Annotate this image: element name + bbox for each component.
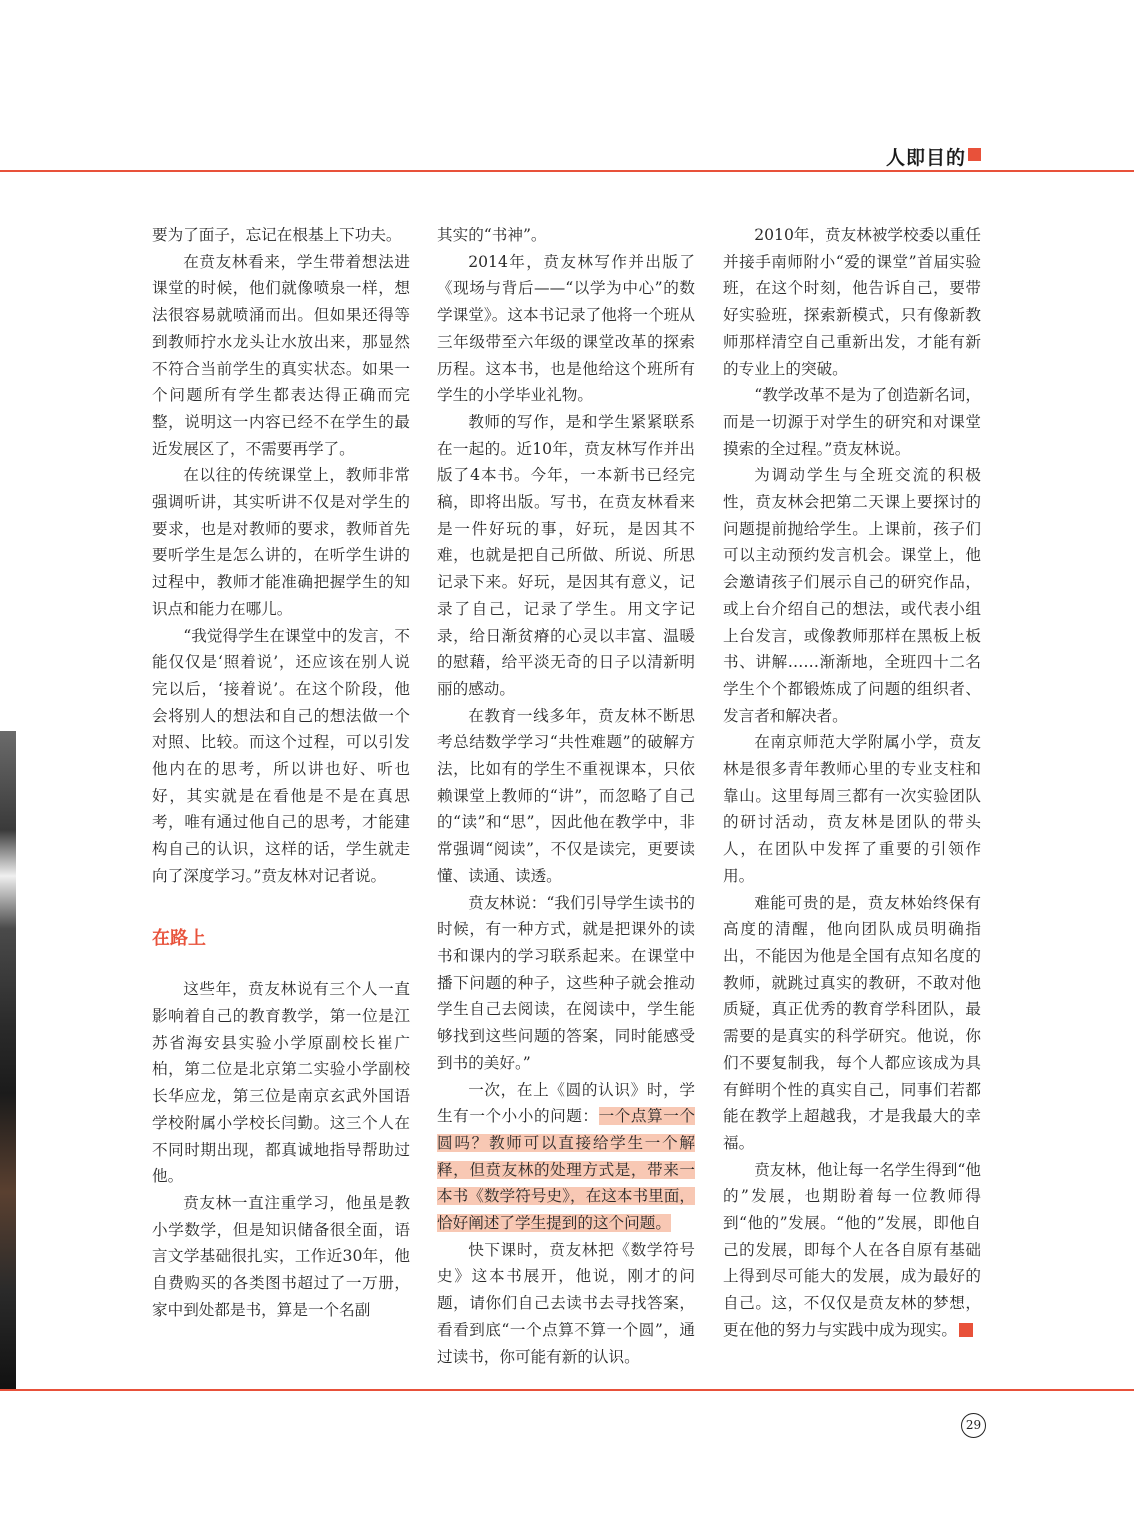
page-number: 29	[961, 1413, 986, 1438]
paragraph: 贲友林一直注重学习，他虽是教小学数学，但是知识储备很全面，语言文学基础很扎实，工作近30年，他自费购买的各类图书超过了一万册，家中到处都是书，算是一个名副	[152, 1193, 410, 1319]
paragraph: 难能可贵的是，贲友林始终保有高度的清醒，他向团队成员明确指出，不能因为他是全国有点知名度的教师，就跳过真实的教研，不敢对他质疑，真正优秀的教育学科团队，最需要的是真实的科学研究。他说，你们不要复制我，每个人都应该成为具有鲜明个性的真实自己，同事们若都能在教学上超越我，才是我最大的幸福。	[723, 893, 981, 1152]
section-marker	[968, 148, 981, 161]
paragraph: 在贲友林看来，学生带着想法进课堂的时候，他们就像喷泉一样，想法很容易就喷涌而出。但如果还得等到教师拧水龙头让水放出来，那显然不符合当前学生的真实状态。如果一个问题所有学生都表达得正确而完整，说明这一内容已经不在学生的最近发展区了，不需要再学了。	[152, 252, 410, 458]
footer-divider	[0, 1389, 1134, 1391]
photo-edge	[0, 731, 16, 1390]
paragraph: 贲友林说：“我们引导学生读书的时候，有一种方式，就是把课外的读书和课内的学习联系起来。在课堂中播下问题的种子，这些种子就会推动学生自己去阅读，在阅读中，学生能够找到这些问题的答案，同时能感受到书的美好。”	[437, 893, 695, 1072]
article-end-icon	[959, 1323, 973, 1337]
paragraph: 在以往的传统课堂上，教师非常强调听讲，其实听讲不仅是对学生的要求，也是对教师的要求，教师首先要听学生是怎么讲的，在听学生讲的过程中，教师才能准确把握学生的知识点和能力在哪儿。	[152, 466, 410, 618]
header-divider	[0, 170, 1134, 172]
paragraph: 在教育一线多年，贲友林不断思考总结数学学习“共性难题”的破解方法，比如有的学生不重视课本，只依赖课堂上教师的“讲”，而忽略了自己的“读”和“思”，因此他在教学中，非常强调“阅读”，不仅是读完，更要读懂、读通、读透。	[437, 706, 695, 885]
paragraph	[437, 1077, 695, 1237]
paragraph: “我觉得学生在课堂中的发言，不能仅仅是‘照着说’，还应该在别人说完以后，‘接着说’。在这个阶段，他会将别人的想法和自己的想法做一个对照、比较。而这个过程，可以引发他内在的思考，所以讲也好、听也好，其实就是在看他是不是在真思考，唯有通过他自己的思考，才能建构自己的认识，这样的话，学生就走向了深度学习。”贲友林对记者说。	[152, 626, 410, 885]
paragraph: 其实的“书神”。	[437, 226, 547, 244]
paragraph: 在南京师范大学附属小学，贲友林是很多青年教师心里的专业支柱和靠山。这里每周三都有一次实验团队的研讨活动，贲友林是团队的带头人，在团队中发挥了重要的引领作用。	[723, 733, 981, 885]
paragraph: 教师的写作，是和学生紧紧联系在一起的。近10年，贲友林写作并出版了4本书。今年，一本新书已经完稿，即将出版。写书，在贲友林看来是一件好玩的事，好玩，是因其不难，也就是把自己所做、所说、所思记录下来。好玩，是因其有意义，记录了自己，记录了学生。用文字记录，给日渐贫瘠的心灵以丰富、温暖的慰藉，给平淡无奇的日子以清新明丽的感动。	[437, 412, 695, 698]
paragraph: 2014年，贲友林写作并出版了《现场与背后——“以学为中心”的数学课堂》。这本书记录了他将一个班从三年级带至六年级的课堂改革的探索历程。这本书，也是他给这个班所有学生的小学毕业礼物。	[437, 252, 695, 405]
paragraph: “教学改革不是为了创造新名词，而是一切源于对学生的研究和对课堂摸索的全过程。”贲友林说。	[723, 386, 981, 458]
paragraph: 要为了面子，忘记在根基上下功夫。	[152, 226, 402, 244]
paragraph-text: 一次，在上《圆的认识》时，学生有一个小小的问题：	[437, 1080, 695, 1126]
paragraph-text: 贲友林，他让每一名学生得到“他的”发展，也期盼着每一位教师得到“他的”发展。“他的”发展，即他自己的发展，即每个人在各自原有基础上得到尽可能大的发展，成为最好的自己。这，不仅仅是贲友林的梦想，更在他的努力与实践中成为现实。	[723, 1160, 981, 1339]
column-3	[723, 222, 981, 1344]
paragraph: 2010年，贲友林被学校委以重任并接手南师附小“爱的课堂”首届实验班，在这个时刻，他告诉自己，要带好实验班，探索新模式，只有像新教师那样清空自己重新出发，才能有新的专业上的突破。	[723, 226, 981, 378]
section-heading: 在路上	[152, 927, 206, 949]
column-2	[437, 222, 695, 1370]
paragraph	[723, 1157, 981, 1344]
paragraph: 快下课时，贲友林把《数学符号史》这本书展开，他说，刚才的问题，请你们自己去读书去寻找答案，看看到底“一个点算不算一个圆”，通过读书，你可能有新的认识。	[437, 1240, 695, 1366]
section-title: 人即目的	[885, 147, 966, 169]
highlighted-text: 一个点算一个圆吗？教师可以直接给学生一个解释，但贲友林的处理方式是，带来一本书《数学符号史》，在这本书里面，恰好阐述了学生提到的这个问题。	[437, 1107, 695, 1233]
paragraph: 为调动学生与全班交流的积极性，贲友林会把第二天课上要探讨的问题提前抛给学生。上课前，孩子们可以主动预约发言机会。课堂上，他会邀请孩子们展示自己的研究作品，或上台介绍自己的想法，或代表小组上台发言，或像教师那样在黑板上板书、讲解……渐渐地，全班四十二名学生个个都锻炼成了问题的组织者、发言者和解决者。	[723, 466, 981, 725]
paragraph: 这些年，贲友林说有三个人一直影响着自己的教育教学，第一位是江苏省海安县实验小学原副校长崔广柏，第二位是北京第二实验小学副校长华应龙，第三位是南京玄武外国语学校附属小学校长闫勤。这三个人在不同时期出现，都真诚地指导帮助过他。	[152, 980, 410, 1186]
column-1	[152, 222, 410, 1323]
